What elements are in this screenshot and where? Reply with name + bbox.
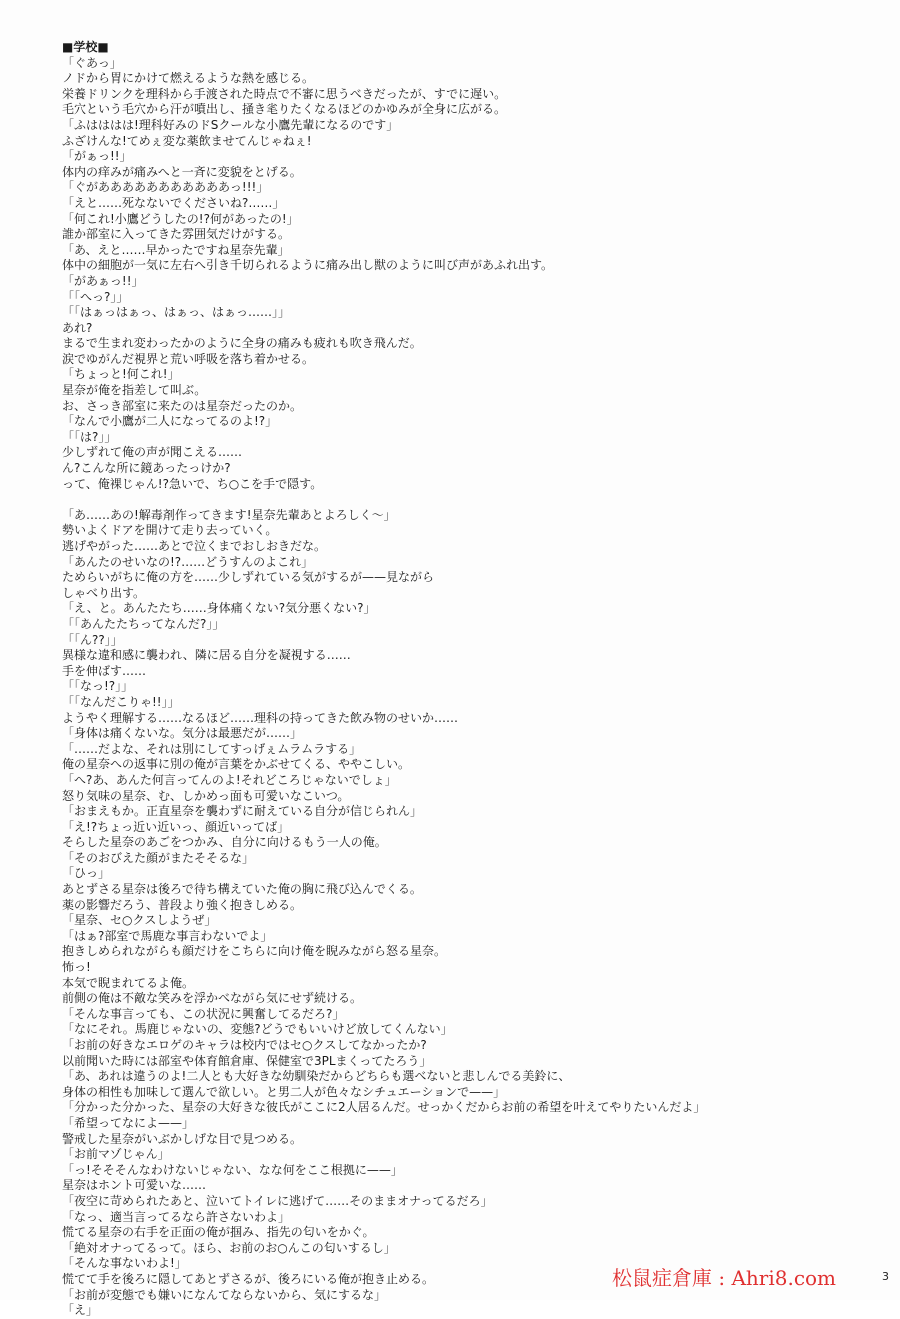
text-line: 星奈が俺を指差して叫ぶ。 (62, 383, 207, 398)
text-line: そらした星奈のあごをつかみ、自分に向けるもう一人の俺。 (62, 835, 387, 850)
text-line: ノドから胃にかけて燃えるような熱を感じる。 (62, 71, 315, 86)
text-line: ようやく理解する……なるほど……理科の持ってきた飲み物のせいか…… (62, 710, 459, 725)
text-line: 「星奈、セ○クスしようぜ」 (62, 913, 217, 928)
text-line: 涙でゆがんだ視界と荒い呼吸を落ち着かせる。 (62, 351, 315, 366)
text-line: あとずさる星奈は後ろで待ち構えていた俺の胸に飛び込んでくる。 (62, 882, 422, 897)
text-line: 身体の相性も加味して選んで欲しい。と男二人が色々なシチュエーションで——」 (62, 1084, 506, 1099)
text-line: 逃げやがった……あとで泣くまでおしおきだな。 (62, 539, 327, 553)
text-line: ためらいがちに俺の方を……少しずれている気がするが——見ながら (62, 570, 435, 585)
text-line: 「はぁ?部室で馬鹿な事言わないでよ」 (62, 928, 273, 943)
text-line: 怒り気味の星奈、む、しかめっ面も可愛いなこいつ。 (62, 788, 350, 803)
text-line: 怖っ! (62, 960, 91, 975)
text-line: 星奈はホント可愛いな…… (62, 1178, 207, 1193)
text-line: 「なにそれ。馬鹿じゃないの、変態?どうでもいいけど放してくんない」 (62, 1022, 453, 1037)
text-line: あれ? (62, 320, 93, 335)
text-line: 「え」 (62, 1303, 99, 1318)
text-line: 「なっ、適当言ってるなら許さないわよ」 (62, 1209, 291, 1224)
text-line: 「っ!そそそんなわけないじゃない、なな何をここ根拠に——」 (62, 1162, 403, 1177)
text-line: 「お前の好きなエロゲのキャラは校内ではセ○クスしてなかったか? (62, 1038, 427, 1052)
text-line: 「身体は痛くないな。気分は最悪だが……」 (62, 726, 303, 741)
text-line: 「ちょっと!何これ!」 (62, 367, 180, 382)
text-line: 異様な違和感に襲われ、隣に居る自分を凝視する…… (62, 648, 351, 663)
text-line: 「そんな事ないわよ!」 (62, 1256, 187, 1271)
text-line: 「え、と。あんたたち……身体痛くない?気分悪くない?」 (62, 601, 376, 616)
text-line: 「希望ってなによ——」 (62, 1115, 195, 1130)
text-line: 「あんたのせいなの!?……どうすんのよこれ」 (62, 554, 314, 569)
text-line: 抱きしめられながらも顔だけをこちらに向け俺を睨みながら怒る星奈。 (62, 944, 447, 959)
text-line: 「「へっ?」」 (62, 289, 129, 304)
text-line: 「がぁっ!!」 (62, 149, 132, 164)
text-line: 慌てて手を後ろに隠してあとずさるが、後ろにいる俺が抱き止める。 (62, 1271, 435, 1286)
text-line: 「なんで小鷹が二人になってるのよ!?」 (62, 414, 278, 429)
text-line: 「お前マゾじゃん」 (62, 1147, 170, 1162)
text-line: 栄養ドリンクを理科から手渡された時点で不審に思うべきだったが、すでに遅い。 (62, 86, 507, 101)
text-line: お、さっき部室に来たのは星奈だったのか。 (62, 398, 303, 413)
text-line: 「ぐがあああああああああああっ!!!」 (62, 180, 269, 195)
text-line: 「ぐあっ」 (62, 55, 122, 70)
text-line: 「あ……あの!解毒剤作ってきます!星奈先輩あとよろしく～」 (62, 507, 396, 522)
text-line: 「えと……死なないでくださいね?……」 (62, 195, 285, 210)
watermark-text: 松鼠症倉庫 : Ahri8.com (612, 1266, 837, 1290)
text-line: 「あ、あれは違うのよ!二人とも大好きな幼馴染だからどちらも選べないと悲しんでる美鈴に、 (62, 1069, 571, 1084)
text-line: 「「なっ!?」」 (62, 679, 134, 694)
body-text (62, 40, 882, 1319)
text-line: 「「あんたたちってなんだ?」」 (62, 616, 225, 631)
text-line: 俺の星奈への返事に別の俺が言葉をかぶせてくる、ややこしい。 (62, 757, 411, 772)
text-line: 「え!?ちょっ近い近いっ、顔近いってば」 (62, 819, 290, 834)
text-line: ふざけんな!てめぇ変な薬飲ませてんじゃねぇ! (62, 133, 312, 148)
text-line: 「……だよな、それは別にしてすっげぇムラムラする」 (62, 741, 362, 756)
text-line: 慌てる星奈の右手を正面の俺が掴み、指先の匂いをかぐ。 (62, 1225, 375, 1240)
text-line: 体中の細胞が一気に左右へ引き千切られるように痛み出し獣のように叫び声があふれ出す。 (62, 258, 554, 273)
text-line: 「お前が変態でも嫌いになんてならないから、気にするな」 (62, 1287, 387, 1302)
section-heading: ■学校■ (62, 40, 109, 54)
text-line: 警戒した星奈がいぶかしげな目で見つめる。 (62, 1131, 303, 1146)
blank-line (62, 492, 882, 508)
text-line: 「ひっ」 (62, 866, 111, 881)
text-line: 体内の痒みが痛みへと一斉に変貌をとげる。 (62, 164, 302, 179)
text-line: 毛穴という毛穴から汗が噴出し、掻き毟りたくなるほどのかゆみが全身に広がる。 (62, 102, 507, 117)
text-line: 「「はぁっはぁっ、はぁっ、はぁっ……」」 (62, 305, 291, 320)
text-line: 「があぁっ!!」 (62, 273, 144, 288)
text-line: 「そのおびえた顔がまたそそるな」 (62, 850, 255, 865)
text-line: 以前聞いた時には部室や体育館倉庫、保健室で3PLまくってたろう」 (62, 1053, 432, 1068)
text-line: 「夜空に苛められたあと、泣いてトイレに逃げて……そのままオナってるだろ」 (62, 1193, 493, 1208)
text-line: 「分かった分かった、星奈の大好きな彼氏がここに2人居るんだ。せっかくだからお前の希望を叶えてやりたいんだよ」 (62, 1100, 706, 1115)
page-number: 3 (882, 1270, 889, 1283)
text-line: 前側の俺は不敵な笑みを浮かべながら気にせず続ける。 (62, 991, 363, 1006)
text-line: 「絶対オナってるって。ほら、お前のお○んこの匂いするし」 (62, 1240, 396, 1255)
text-line: 「へ?あ、あんた何言ってんのよ!それどころじゃないでしょ」 (62, 772, 397, 787)
text-line: 「何これ!小鷹どうしたの!?何があったの!」 (62, 211, 299, 226)
text-line: 「「は?」」 (62, 429, 117, 444)
text-line: 「ふはははは!理科好みのドSクールな小鷹先輩になるのです」 (62, 117, 399, 132)
text-line: 本気で睨まれてるよ俺。 (62, 975, 195, 990)
text-line: 「おまえもか。正直星奈を襲わずに耐えている自分が信じられん」 (62, 804, 423, 819)
text-line: 誰か部室に入ってきた雰囲気だけがする。 (62, 227, 291, 242)
text-line: まるで生まれ変わったかのように全身の痛みも疲れも吹き飛んだ。 (62, 336, 422, 351)
text-line: ん?こんな所に鏡あったっけか? (62, 461, 231, 476)
text-line: 「あ、えと……早かったですね星奈先輩」 (62, 242, 290, 257)
text-line: 勢いよくドアを開けて走り去っていく。 (62, 523, 278, 538)
text-line: 手を伸ばす…… (62, 663, 147, 678)
text-line: 薬の影響だろう、普段より強く抱きしめる。 (62, 897, 303, 912)
text-line: 「「なんだこりゃ!!」」 (62, 694, 180, 709)
text-line: 「「ん??」」 (62, 632, 123, 647)
text-line: 「そんな事言っても、この状況に興奮してるだろ?」 (62, 1006, 345, 1021)
text-line: 少しずれて俺の声が聞こえる…… (62, 445, 243, 460)
text-line: しゃべり出す。 (62, 585, 146, 600)
text-line: って、俺裸じゃん!?急いで、ち○こを手で隠す。 (62, 476, 323, 491)
